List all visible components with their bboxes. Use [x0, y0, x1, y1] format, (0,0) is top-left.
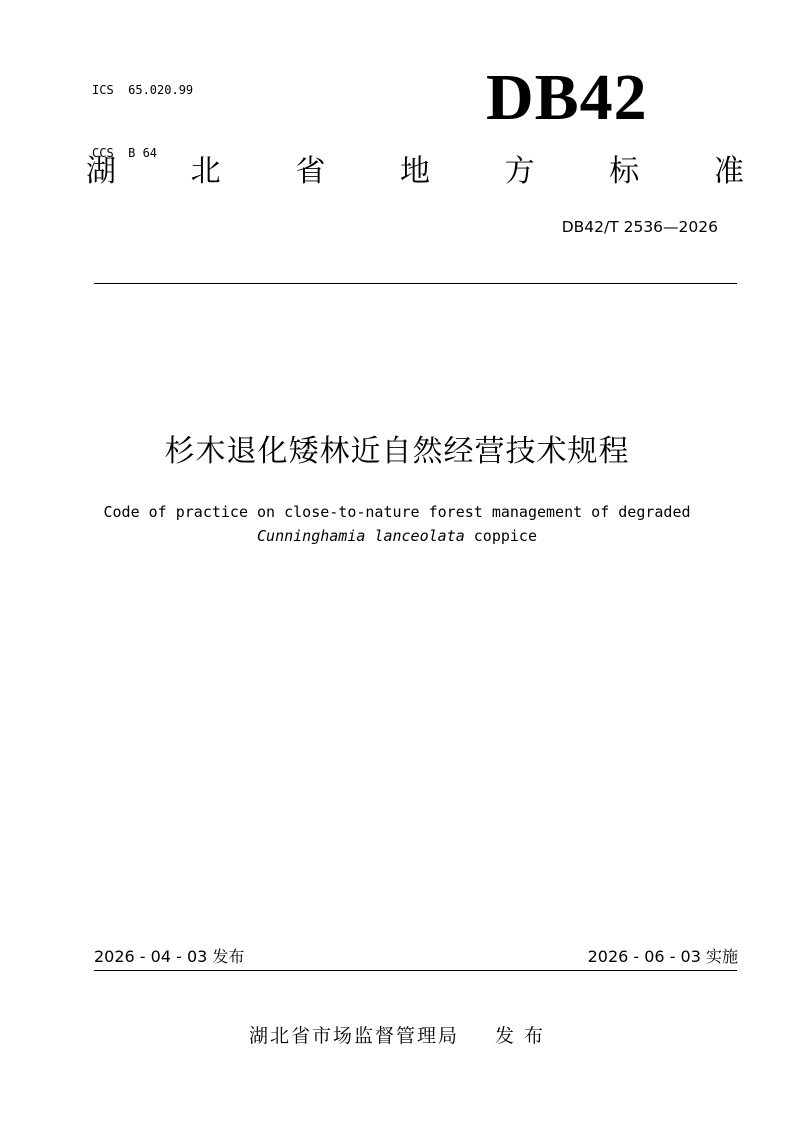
- chinese-title: 杉木退化矮林近自然经营技术规程: [164, 434, 630, 469]
- top-divider: [94, 283, 737, 284]
- issue-action: 发 布: [494, 1025, 546, 1047]
- implement-date: 2026 - 06 - 03 实施: [587, 947, 738, 966]
- standard-number: DB42/T 2536—2026: [561, 218, 718, 236]
- ics-code: ICS 65.020.99: [92, 83, 194, 97]
- standard-type-char: 湖: [86, 154, 116, 189]
- english-title-line1: Code of practice on close-to-nature forest management of degraded: [103, 503, 691, 521]
- issuing-authority: [0, 1022, 794, 1050]
- bottom-divider: [94, 970, 737, 971]
- standard-type-char: 北: [190, 154, 221, 189]
- english-title: [0, 500, 794, 548]
- standard-type-char: 标: [609, 154, 640, 189]
- standard-type-char: 地: [399, 154, 430, 189]
- english-title-line2: [0, 524, 794, 548]
- standard-type-char: 省: [295, 154, 326, 189]
- species-name: Cunninghamia lanceolata: [257, 527, 465, 545]
- standard-type-char: 准: [713, 154, 744, 189]
- standard-type-char: 方: [504, 154, 535, 189]
- english-title-suffix: coppice: [464, 527, 537, 545]
- ccs-code: CCS B 64: [92, 146, 158, 160]
- publish-date: 2026 - 04 - 03 发布: [94, 947, 245, 966]
- issuer-name: 湖北省市场监督管理局: [248, 1025, 459, 1047]
- standard-type-heading: [86, 150, 744, 194]
- db42-logo: DB42: [486, 61, 648, 134]
